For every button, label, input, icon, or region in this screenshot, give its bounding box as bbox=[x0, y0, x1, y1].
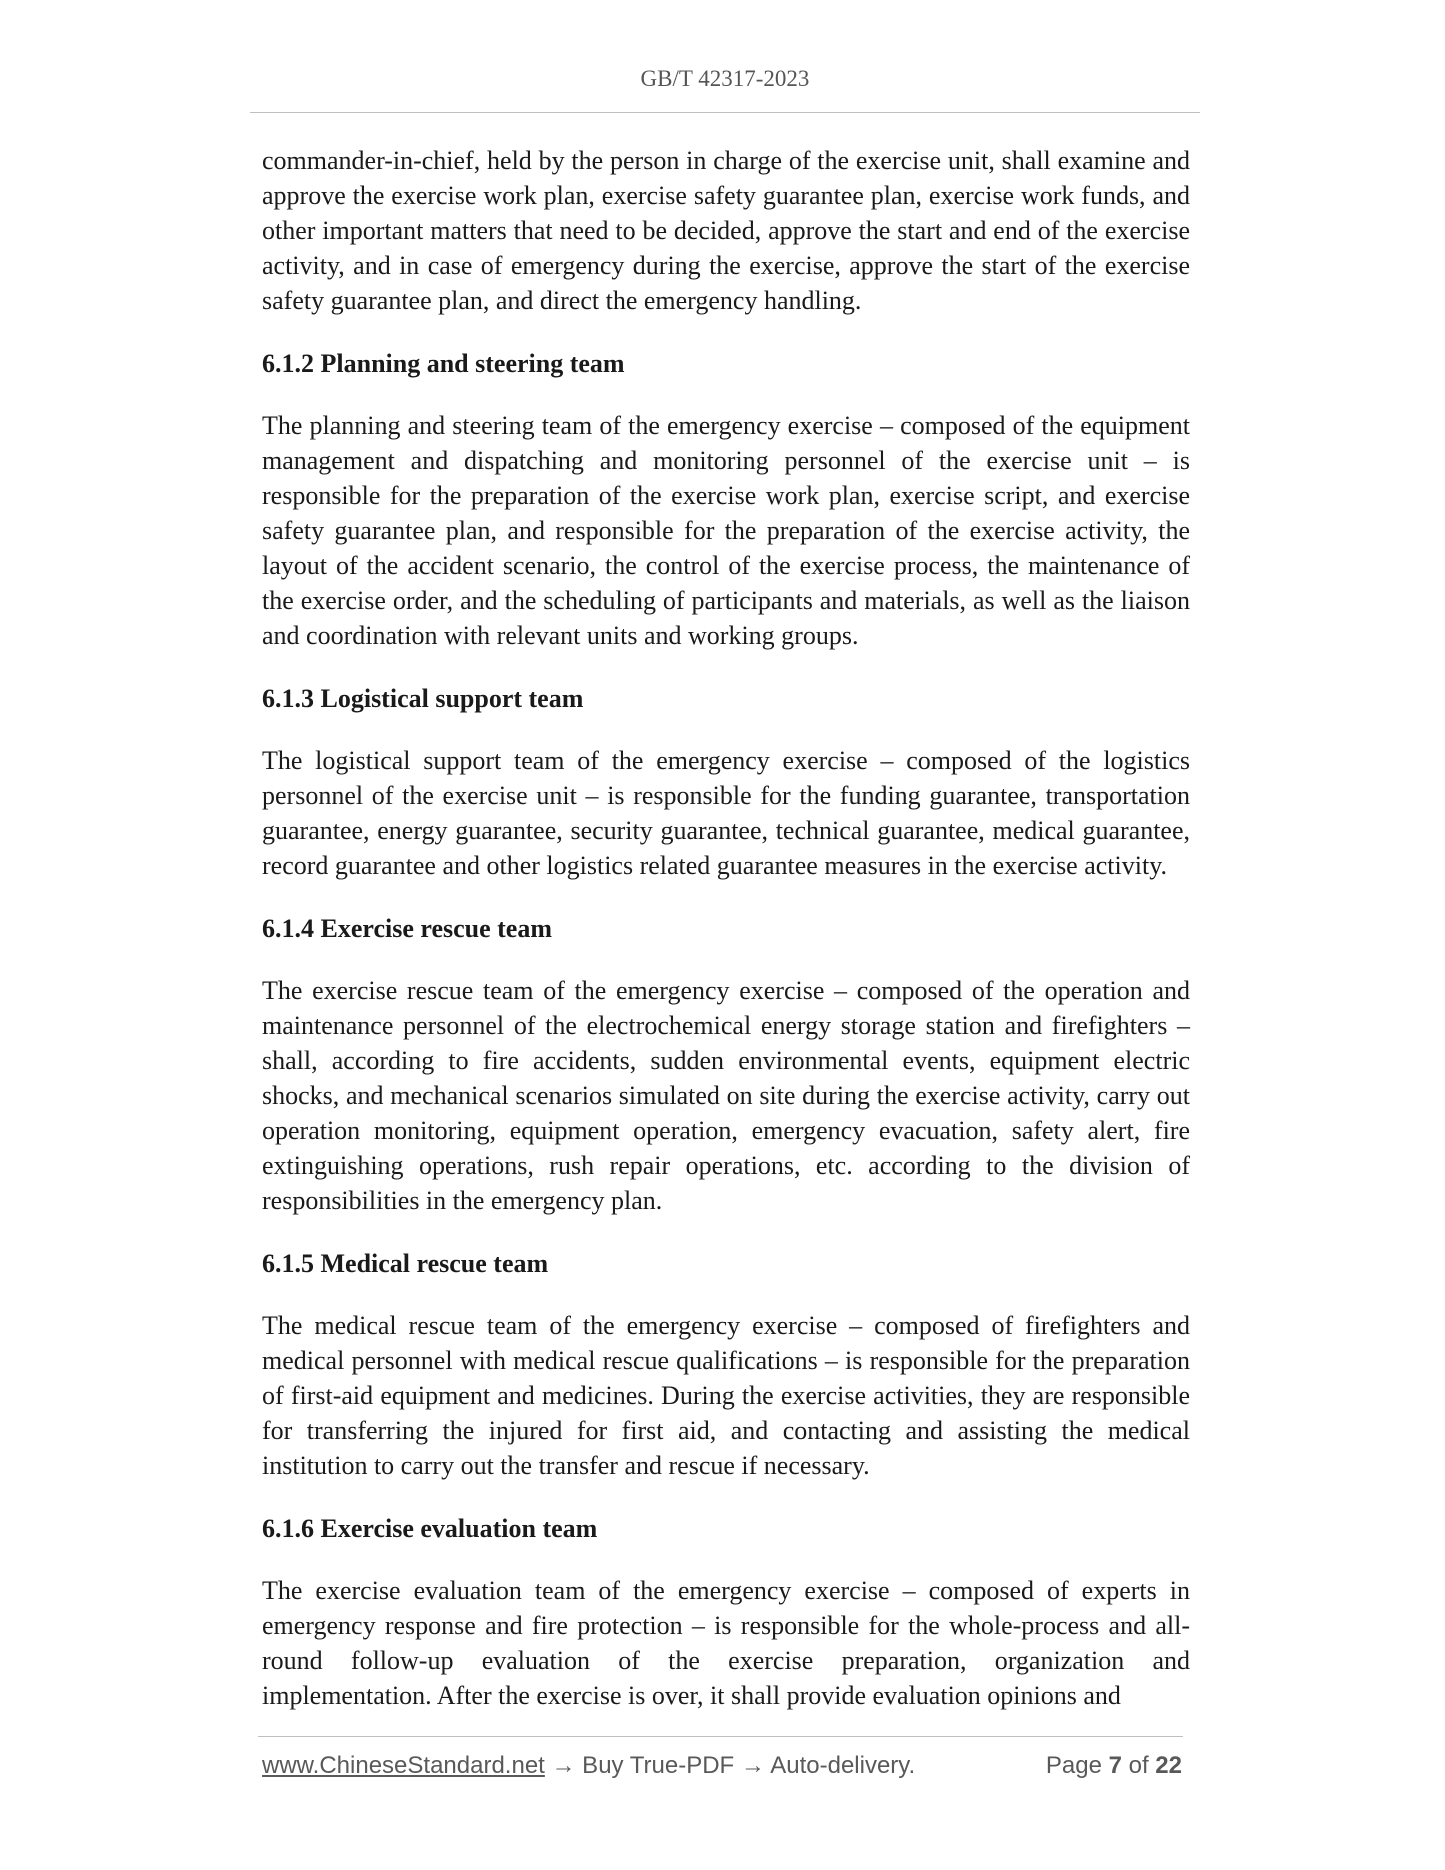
page-of-label: of bbox=[1121, 1752, 1156, 1779]
header-divider bbox=[250, 112, 1200, 113]
section-heading-6-1-2: 6.1.2 Planning and steering team bbox=[262, 349, 625, 378]
page-indicator bbox=[1046, 1752, 1182, 1780]
section-heading-6-1-6: 6.1.6 Exercise evaluation team bbox=[262, 1514, 598, 1543]
footer-promo-text: → Buy True-PDF → Auto-delivery. bbox=[544, 1752, 916, 1779]
section-text-6-1-3: The logistical support team of the emergency exercise – composed of the logistics personnel of the exercise unit – is responsible for the funding guarantee, transportation guarantee, energy guarantee, security guarantee, technical guarantee, medical guarantee, record guarantee and other logistics related guarantee measures in the exercise activity. bbox=[262, 746, 1190, 880]
section-heading-6-1-3: 6.1.3 Logistical support team bbox=[262, 684, 584, 713]
section-text-6-1-5: The medical rescue team of the emergency exercise – composed of firefighters and medical personnel with medical rescue qualifications – is responsible for the preparation of first-aid equipment and medicines. During the exercise activities, they are responsible for transferring the injured for first aid, and contacting and assisting the medical institution to carry out the transfer and rescue if necessary. bbox=[262, 1311, 1190, 1480]
section-heading-6-1-4: 6.1.4 Exercise rescue team bbox=[262, 914, 552, 943]
document-body bbox=[262, 143, 1190, 1741]
section-text-6-1-2: The planning and steering team of the emergency exercise – composed of the equipment management and dispatching and monitoring personnel of the exercise unit – is responsible for the preparation of the exercise work plan, exercise script, and exercise safety guarantee plan, and responsible for the preparation of the exercise activity, the layout of the accident scenario, the control of the exercise process, the maintenance of the exercise order, and the scheduling of participants and materials, as well as the liaison and coordination with relevant units and working groups. bbox=[262, 411, 1190, 650]
footer bbox=[262, 1752, 1182, 1786]
section-text-6-1-4: The exercise rescue team of the emergency exercise – composed of the operation and maintenance personnel of the electrochemical energy storage station and firefighters – shall, according to fire accidents, sudden environmental events, equipment electric shocks, and mechanical scenarios simulated on site during the exercise activity, carry out operation monitoring, equipment operation, emergency evacuation, safety alert, fire extinguishing operations, rush repair operations, etc. according to the division of responsibilities in the emergency plan. bbox=[262, 976, 1190, 1215]
footer-promo bbox=[262, 1752, 915, 1780]
header-doc-id: GB/T 42317-2023 bbox=[640, 66, 810, 91]
section-text-6-1-6: The exercise evaluation team of the emergency exercise – composed of experts in emergency response and fire protection – is responsible for the whole-process and all-round follow-up evaluation of the exercise preparation, organization and implementation. After the exercise is over, it shall provide evaluation opinions and bbox=[262, 1576, 1190, 1710]
page-current: 7 bbox=[1108, 1752, 1122, 1779]
footer-divider bbox=[258, 1736, 1183, 1737]
intro-paragraph: commander-in-chief, held by the person in charge of the exercise unit, shall examine and approve the exercise work plan, exercise safety guarantee plan, exercise work funds, and other important matters that need to be decided, approve the start and end of the exercise activity, and in case of emergency during the exercise, approve the start of the exercise safety guarantee plan, and direct the emergency handling. bbox=[262, 146, 1190, 315]
page-label: Page bbox=[1045, 1752, 1109, 1779]
website-link[interactable]: www.ChineseStandard.net bbox=[262, 1752, 545, 1779]
page-total: 22 bbox=[1155, 1752, 1182, 1779]
section-heading-6-1-5: 6.1.5 Medical rescue team bbox=[262, 1249, 549, 1278]
